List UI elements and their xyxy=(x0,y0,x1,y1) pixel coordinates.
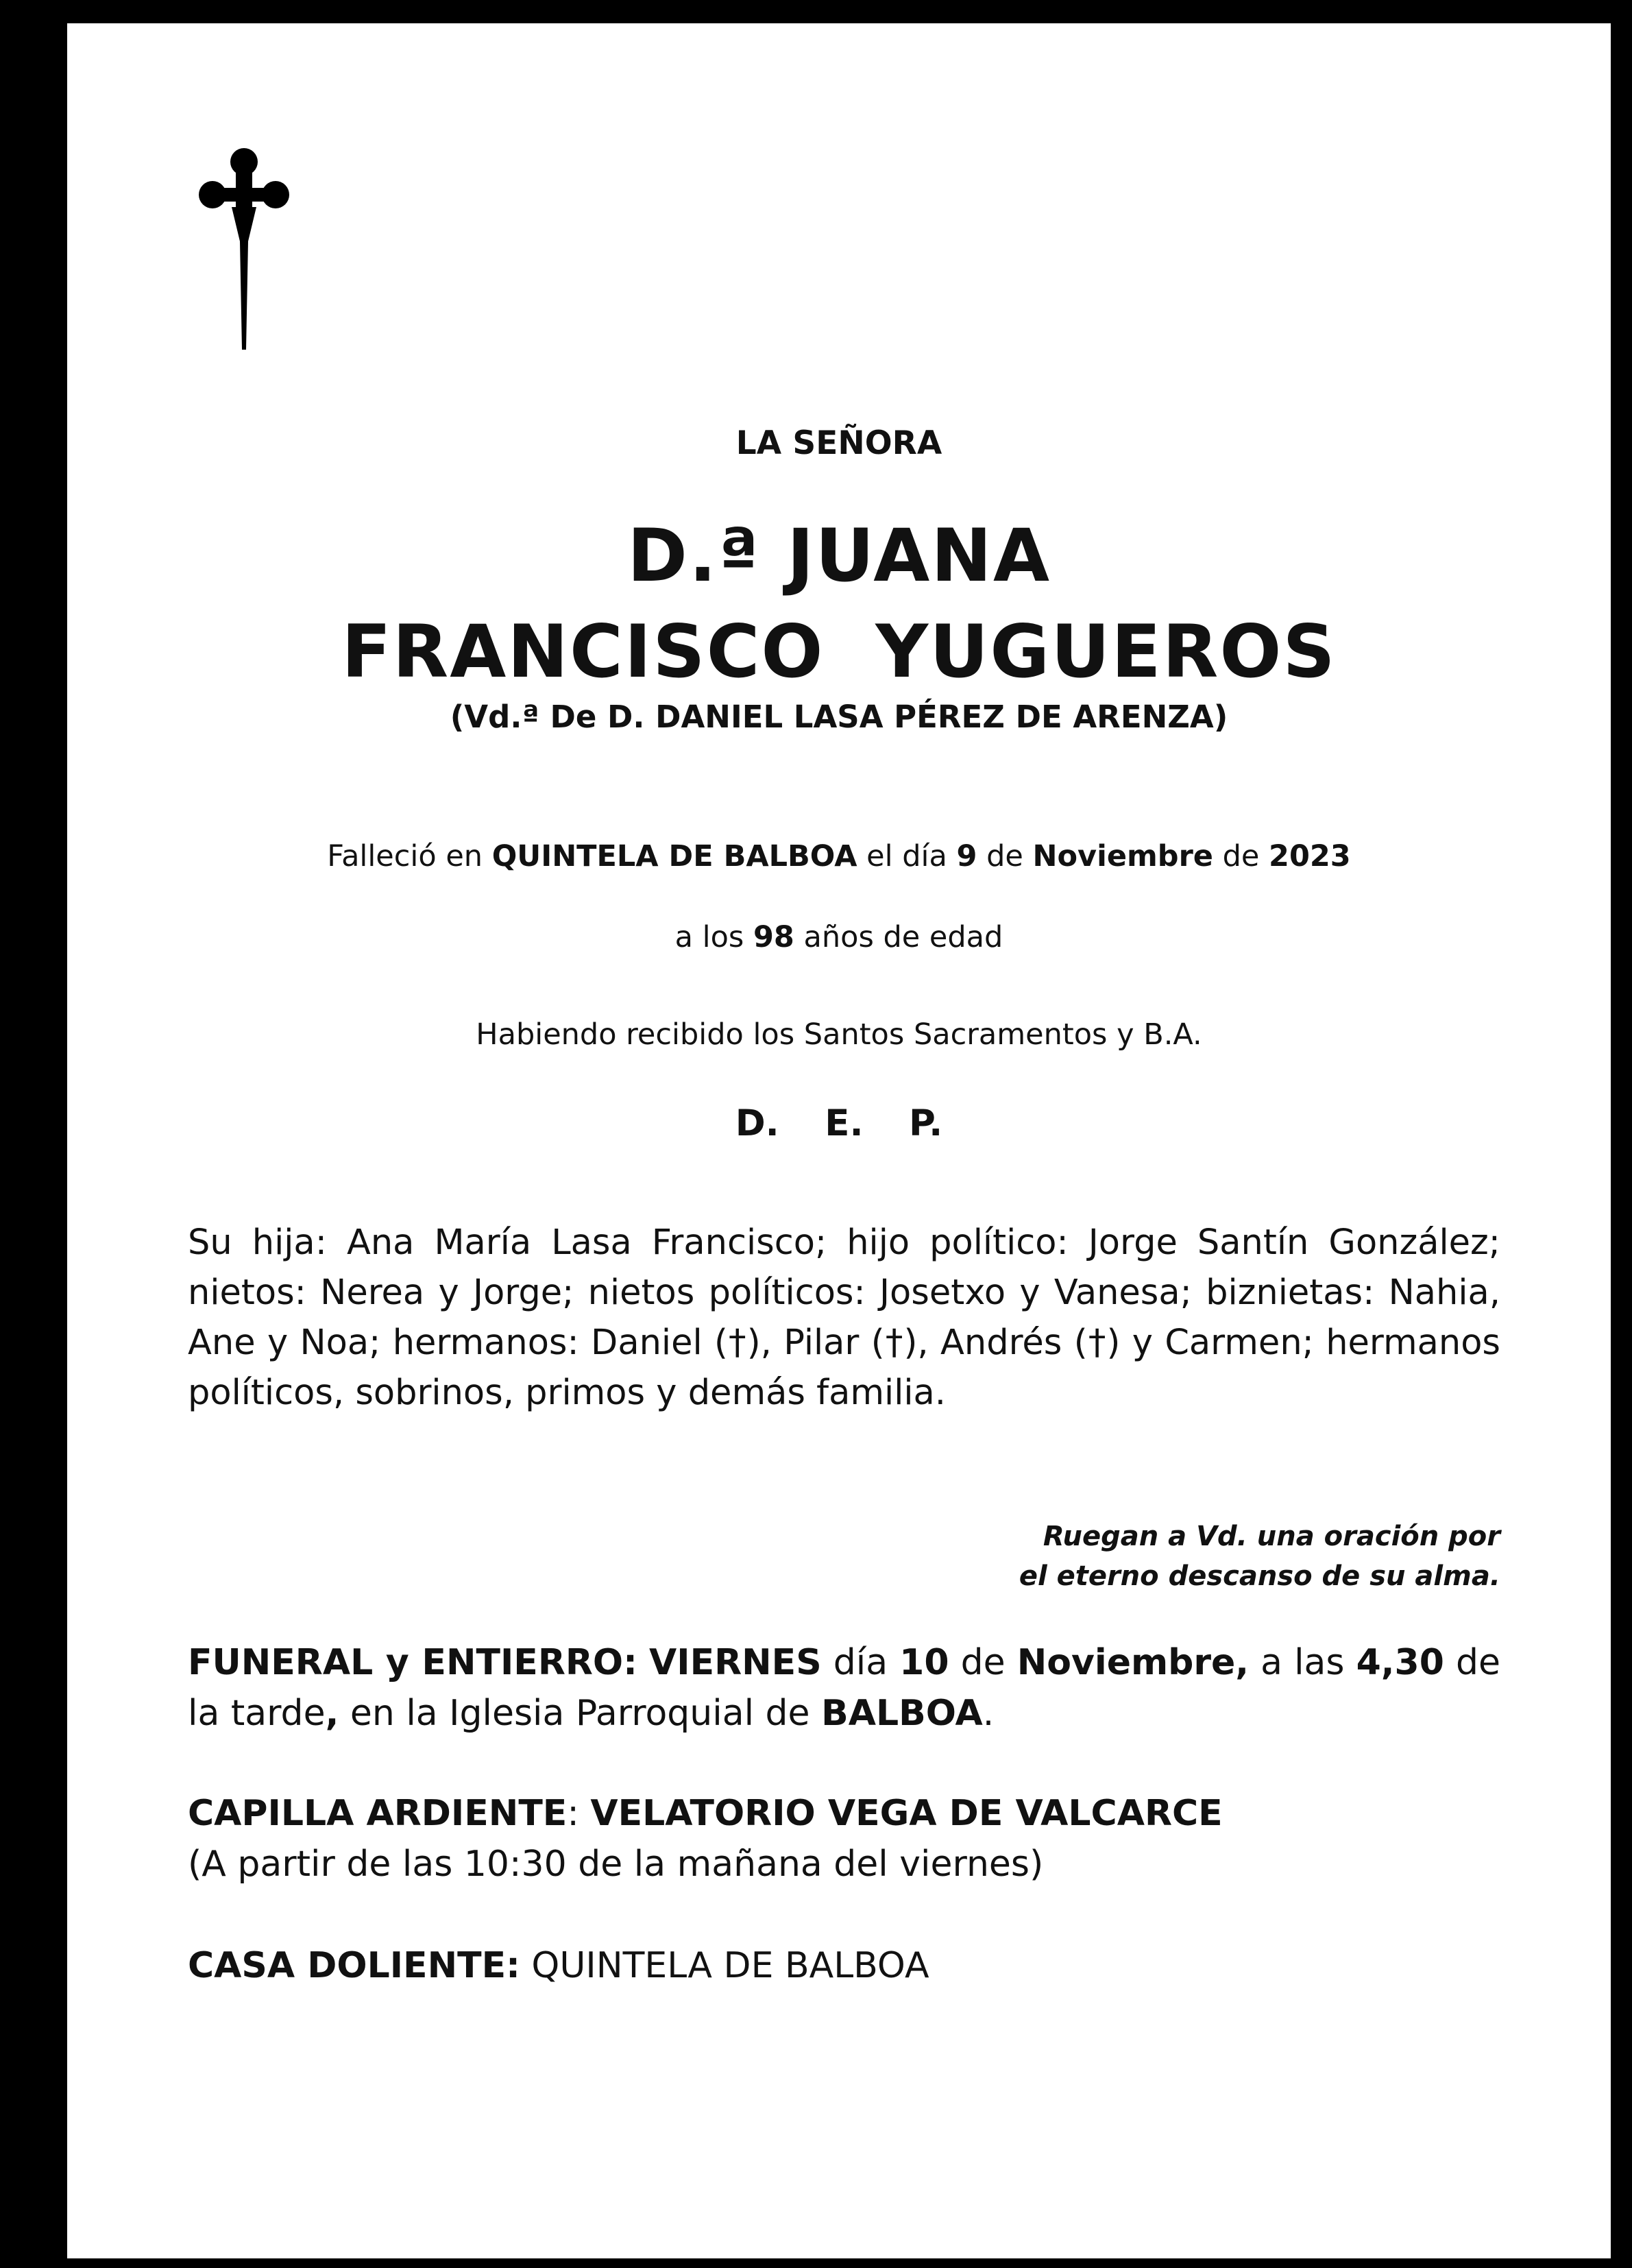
chapel-colon: : xyxy=(567,1793,579,1834)
funeral-church-place: BALBOA xyxy=(821,1693,983,1734)
death-day: 9 xyxy=(956,839,977,873)
death-place: QUINTELA DE BALBOA xyxy=(491,839,857,873)
death-of2: de xyxy=(1222,839,1260,873)
widow-note: (Vd.ª De D. DANIEL LASA PÉREZ DE ARENZA) xyxy=(450,699,1228,735)
home-label: CASA DOLIENTE: xyxy=(188,1945,520,1986)
funeral-at: a las xyxy=(1260,1642,1345,1683)
chapel-info xyxy=(188,1788,1500,1890)
funeral-rest1: de la tarde xyxy=(188,1642,1501,1734)
sacraments-line: Habiendo recibido los Santos Sacramentos y B.A. xyxy=(476,1017,1202,1052)
title-label: LA SEÑORA xyxy=(735,424,942,462)
funeral-rest2: en la Iglesia Parroquial de xyxy=(350,1693,810,1734)
chapel-label: CAPILLA ARDIENTE xyxy=(188,1793,568,1834)
funeral-day-word: día xyxy=(833,1642,888,1683)
cross-of-st-james-icon xyxy=(189,138,299,358)
funeral-info xyxy=(188,1637,1500,1739)
death-of1: de xyxy=(986,839,1023,873)
funeral-comma: , xyxy=(325,1693,339,1734)
funeral-time: 4,30 xyxy=(1356,1642,1444,1683)
deceased-name-line2: FRANCISCO YUGUEROS xyxy=(341,610,1337,694)
prayer-request xyxy=(890,1517,1500,1596)
death-line xyxy=(67,839,1611,873)
deceased-name-line1: D.ª JUANA xyxy=(627,514,1051,598)
prayer-line1: Ruegan a Vd. una oración por xyxy=(1043,1521,1500,1552)
prayer-line2: el eterno descanso de su alma. xyxy=(1019,1560,1500,1592)
dep-line: D. E. P. xyxy=(735,1102,943,1144)
age-value: 98 xyxy=(753,920,794,954)
funeral-month: Noviembre, xyxy=(1016,1642,1250,1683)
chapel-note: (A partir de las 10:30 de la mañana del viernes) xyxy=(188,1844,1044,1885)
funeral-weekday: VIERNES xyxy=(649,1642,822,1683)
funeral-period: . xyxy=(982,1693,995,1734)
funeral-of: de xyxy=(960,1642,1006,1683)
funeral-day: 10 xyxy=(899,1642,949,1683)
age-line xyxy=(67,920,1611,954)
death-day-word: el día xyxy=(866,839,947,873)
home-info xyxy=(188,1940,1500,1991)
family-paragraph: Su hija: Ana María Lasa Francisco; hijo político: Jorge Santín González; nietos: Nerea y Jorge; nietos políticos: Josetxo y Vanesa; biznietas: Nahia, Ane y Noa; hermanos: Daniel (†), Pilar (†), Andrés (†) y Carmen; hermanos políticos, sobrinos, primos y demás familia. xyxy=(188,1222,1500,1413)
death-year: 2023 xyxy=(1269,839,1351,873)
death-month: Noviembre xyxy=(1032,839,1213,873)
home-place: QUINTELA DE BALBOA xyxy=(531,1945,929,1986)
funeral-label: FUNERAL y ENTIERRO: xyxy=(188,1642,637,1683)
obituary-page xyxy=(67,23,1611,2258)
death-prefix: Falleció en xyxy=(327,839,483,873)
chapel-place: VELATORIO VEGA DE VALCARCE xyxy=(590,1793,1223,1834)
age-prefix: a los xyxy=(674,920,744,954)
age-suffix: años de edad xyxy=(803,920,1003,954)
